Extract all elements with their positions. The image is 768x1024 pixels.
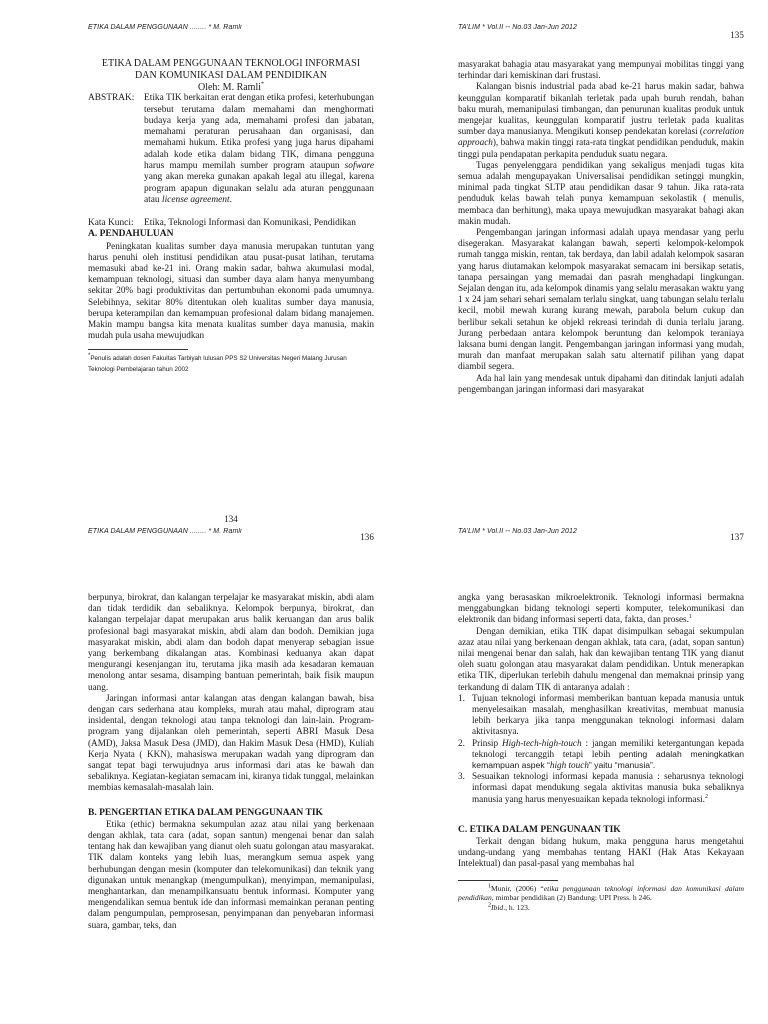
page-body <box>458 592 744 913</box>
running-header <box>458 24 744 38</box>
page-number: 135 <box>730 30 744 40</box>
paragraph <box>458 81 744 159</box>
footnotes <box>458 884 744 913</box>
principles-list <box>458 693 744 805</box>
footnote <box>458 884 744 904</box>
page-number: 136 <box>360 532 374 542</box>
page-number: 134 <box>224 514 238 524</box>
header-text: TA'LIM * Vol.II -- No.03 Jan-Jun 2012 <box>458 24 578 31</box>
paragraph: Tugas penyelenggara pendidikan yang sekaligus menjadi tugas kita semua adalah mengupayakan Universalisai pendidikan setinggi mungkin, minimal pada tingkat SLTP atau pendidikan dasar 9 tahun. Jika rata-rata penduduk kelas bawah telah punya kemampuan sekolastik ( menulis, membaca dan berhitung), maka upaya mewujudkan masyarakat bahagi akan makin mudah. <box>458 159 744 226</box>
footnote-part: ., h. 123. <box>503 903 530 913</box>
keywords-label: Kata Kunci: <box>88 218 134 229</box>
abstract-text <box>144 93 374 206</box>
abstract-part-b: yang akan mereka gunakan apakah legal atu illegal, karena program apapun digunakan selalu ada aturan penggunaan atau <box>144 172 374 205</box>
paragraph: berpunya, birokrat, dan kalangan terpelajar ke masyarakat miskin, abdi alam dan tidak terdidik dan sebaliknya. Kelompok berpunya, birokrat, dan kalangan terpelajar dapat merupakan arus balik keruangan dan arus balik profesional bagi masyarakat miskin, abdi alam dan bodoh. Demikian juga masyarakat miskin, abdi alam dan bodoh dapat menyerap sebagian issue yang berkembang dikalangan atas. Kombinasi keduanya akan dapat mengurangi kesenjangan itu, terutama jika masih ada kesadaran kemauan menolong antar sesama, disamping bantuan pemerintah, baik fisik maupun uang. <box>88 592 374 692</box>
list-item-part: ” yaitu “manusia”. <box>588 760 656 771</box>
running-header <box>458 528 744 542</box>
footnote-mark: * <box>88 352 91 359</box>
paragraph: Dengan demikian, etika TIK dapat disimpulkan sebagai sekumpulan azaz atau nilai yang berkenaan dengan akhlak, tata cara, (adat, sopan santun) nilai mengenai benar dan salah, hak dan kewajiban tentang TIK yang dianut oleh suatu golongan atau masyarakat dalam pendidikan. Untuk menerapkan etika TIK, diperlukan terlebih dahulu mengenal dan memaknai prinsip yang terkandung di dalam TIK di antaranya adalah : <box>458 625 744 692</box>
footnote-ref: 1 <box>688 614 692 621</box>
article-title-line-1: ETIKA DALAM PENGGUNAAN TEKNOLOGI INFORMASI <box>101 58 361 69</box>
footnote-part: Munir, (2006) “ <box>491 883 544 893</box>
list-item-part: Prinsip <box>472 737 502 748</box>
list-item-part: : jangan memiliki ketergantungan kepada teknologi tercanggih tetapi lebih <box>472 737 744 759</box>
footnote-italic: Ibid <box>491 903 504 913</box>
page-136 <box>88 528 374 1024</box>
page-134 <box>88 24 374 524</box>
list-item-italic: high touch <box>549 760 589 771</box>
footnote-divider <box>458 880 558 881</box>
abstract-label: ABSTRAK: <box>88 93 135 104</box>
paragraph: Etika (ethic) bermakna sekumpulan azaz atau nilai yang berkenaan dengan akhlak, tata cara (adat, sopan santun) mengenai benar dan salah tentang hak dan kewajiban yang dianut oleh suatu golongan atau masyarakat. TIK dalam konteks yang lebih luas, merangkum semua aspek yang berhubungan dengan mesin (komputer dan telekomunikasi) dan teknik yang digunakan untuk menangkap (mengumpulkan), menyimpan, memanipulasi, menghantarkan, dan menampilkansuatu bentuk informasi. Komputer yang mengendalikan semua bentuk ide dan informasi memainkan peranan penting dalam pengumpulan, pemprosesan, penyimpanan dan penyebaran informasi suara, gambar, teks, dan <box>88 818 374 930</box>
abstract-italic-license: license agreement <box>161 194 230 205</box>
author-name: Oleh: M. Ramli <box>197 82 262 93</box>
header-text: ETIKA DALAM PENGGUNAAN ........ * M. Ramli <box>88 528 242 535</box>
footnote-italic: etika penggunaan teknologi informasi dan komunikasi dalam pendidikan <box>458 883 744 903</box>
page-135 <box>458 24 744 524</box>
list-item-italic: High-tech-high-touch <box>501 737 582 748</box>
paragraph: Jaringan informasi antar kalangan atas dengan kalangan bawah, bisa dengan cars sederhana atau kompleks, murah atau mahal, diprogram atau insidental, dengan teknologi atau tanpa teknologi dan lain-lain. Program-program yang dijalankan oleh pemerintah, seperti ABRI Masuk Desa (AMD), Jaksa Masuk Desa (JMD), dan Hakim Masuk Desa (HMD), Kuliah Kerja Nyata ( KKN), mahasiswa merupakan wadah yang diprogram dan sangat tepat bagi terwujudnya arus informasi dari atas ke bawah dan sebaliknya. Kegiatan-kegiatan semacam ini, kiranya tidak tunggal, melainkan membias kemasalah-masalah lain. <box>88 692 374 793</box>
header-text: ETIKA DALAM PENGGUNAAN ........ * M. Ramli <box>88 24 242 31</box>
paragraph <box>458 592 744 626</box>
list-item <box>458 771 744 805</box>
footnote-ref: 2 <box>704 793 708 800</box>
footnote-text: Penulis adalah dosen Fakultas Tarbiyah lulusan PPS S2 Universitas Negeri Malang Jurusan Teknologi Pembelajaran tahun 2002 <box>88 354 347 373</box>
article-title-line-2: DAN KOMUNIKASI DALAM PENDIDIKAN <box>135 70 327 81</box>
keywords-text: Etika, Teknologi Informasi dan Komunikasi, Pendidikan <box>144 218 356 229</box>
running-header <box>88 24 374 38</box>
section-heading-b: B. PENGERTIAN ETIKA DALAM PENGGUNAAN TIK <box>88 807 323 818</box>
footnote-part: , mimbar pendidikan (2) Bandung: UPI Press. h 246. <box>491 893 652 903</box>
page-body <box>458 59 744 395</box>
list-item <box>458 693 744 738</box>
page-137 <box>458 528 744 1024</box>
author-footnote-mark: * <box>261 81 265 88</box>
footnote <box>458 903 744 913</box>
author-line <box>88 82 374 93</box>
list-number: 2. <box>458 737 465 748</box>
list-number: 3. <box>458 771 465 782</box>
paragraph: Terkait dengan bidang hukum, maka pengguna harus mengetahui undang-undang yang membahas tentang HAKI (Hak Atas Kekayaan Intelektual) dan pasal-pasal yang membahas hal <box>458 836 744 869</box>
page-body <box>88 592 374 931</box>
footnote <box>88 353 374 375</box>
list-item-part: Sesuaikan teknologi informasi kepada manusia : seharusnya teknologi informasi dapat mendukung segala aktivitas manusia buka sebaliknya manusia yang harus menyesuaikan kepada teknologi informasi. <box>472 771 744 804</box>
list-item-part: penting adalah meningkatkan kemampuan aspek “ <box>472 748 744 771</box>
paragraph: Pengembangan jaringan informasi adalah upaya mendasar yang perlu disegerakan. Masyarakat kalangan bawah, seperti kelompok-kelompok rumah tangga miskin, rentan, tak berdaya, dan labil adalah kelompok sasaran yang harus diutamakan kelompok masyarakat semacam ini bersikap setatis, tanapa persaingan yang memadai dan pasrah menghadapi lingkungan. Sejalan dengan itu, ada kelompok dinamis yang selalu merasakan waktu yang 1 x 24 jam sehari sehari semalam terlalu singkat, uang tabungan selalu terlalu kecil, mobil mewah kurang kurang mewah, parabola belum cukup dan berlibur sekali setahun ke objekl rekreasi terindah di dunia terlalu jarang. Jurang perbedaan antara kelompok beruntung dan kelompok teraniaya laksana bumi dengan langit. Pengembangan jaringan informasi yang mudah, murah dan manfaat merupakan salah satu alternatif pilihan yang dapat diambil segera. <box>458 227 744 372</box>
paragraph: Ada hal lain yang mendesak untuk dipahami dan ditindak lanjuti adalah pengembangan jaringan informasi dari masyarakat <box>458 372 744 394</box>
paragraph-part: Kalangan bisnis industrial pada abad ke-21 harus makin sadar, bahwa keunggulan komparatif bikanlah terletak pada upah buruh rendah, bahan baku murah, memanipulasi timbangan, dan penurunan kualitas produk untuk mengejar kualitas, keunggulan komparatif justru terletak pada kualitas sumber daya manusianya. Mengikuti konsep pendekatan korelasi ( <box>458 81 744 137</box>
footnote-mark: 2 <box>488 902 491 909</box>
section-heading-c: C. ETIKA DALAM PENGUNAAN TIK <box>458 824 621 835</box>
page-body <box>88 58 374 375</box>
footnote-divider <box>88 349 188 350</box>
page-number: 137 <box>730 532 744 542</box>
paragraph-italic: correlation approach <box>458 126 744 148</box>
footnote-mark: 1 <box>488 883 491 890</box>
list-item-text <box>472 771 744 805</box>
paragraph: Peningkatan kualitas sumber daya manusia merupakan tuntutan yang harus penuhi oleh institusi pendidikan atau pusat-pusat latihan, terutama memasuki abad ke-21 ini. Orang makin sadar, bahwa akumulasi modal, kemampuan teknologi, situasi dan sumber daya alam hanya menyumbang sekitar 20% bagi produktivitas dan pertumbuhan ekonomi pada umumnya. Selebihnya, sekitar 80% ditentukan oleh kualitas sumber daya manusia, berupa keterampilan dan kemampuan profesional dalam bidang manajemen. Makin mampu bangsa kita menata kualitas sumber daya manusia, makin mudah pula usaha mewujudkan <box>88 240 374 341</box>
list-item <box>458 738 744 772</box>
running-header <box>88 528 374 542</box>
paragraph: masyarakat bahagia atau masyarakat yang mempunyai mobilitas tinggi yang terhindar dari kemiskinan dari frustasi. <box>458 59 744 81</box>
list-number: 1. <box>458 692 465 703</box>
list-item-text <box>472 738 744 772</box>
abstract-italic-software: sofware <box>344 160 374 171</box>
header-text: TA'LIM * Vol.II -- No.03 Jan-Jun 2012 <box>458 528 578 535</box>
section-heading-a: A. PENDAHULUAN <box>88 229 174 240</box>
abstract <box>88 93 374 206</box>
list-item-text: Tujuan teknologi informasi memberikan bantuan kepada manusia untuk menyelesaikan masalah, menghasilkan kreativitas, membuat manusia lebih berkarya jika tanpa menggunakan teknologi informasi dalam aktivitasnya. <box>472 692 744 737</box>
abstract-part-a: Etika TIK berkaitan erat dengan etika profesi, keterhubungan tersebut terutama dalam memahami dan menghormati budaya kerja yang ada, memahami profesi dan jabatan, memahami peraturan perusahaan dan organisasi, dan memahami hukum. Etika profesi yang juga harus dipahami adalah kode etika dalam bidang TIK, dimana pengguna harus mampu memilah sumber program ataupun <box>144 93 374 171</box>
keywords <box>88 218 374 229</box>
abstract-part-c: . <box>229 194 232 205</box>
paragraph-part: angka yang berasaskan mikroelektronik. Teknologi informasi bermakna menggabungkan bidang teknologi seperti komputer, telekomunikasi dan elektronik dan bidang informasi seperti data, fakta, dan proses. <box>458 592 744 625</box>
paragraph-part: ), bahwa makin tinggi rata-rata tingkat pendidikan penduduk, makin tinggi pula pendapatan perkapita penduduk suatu negara. <box>458 137 744 159</box>
